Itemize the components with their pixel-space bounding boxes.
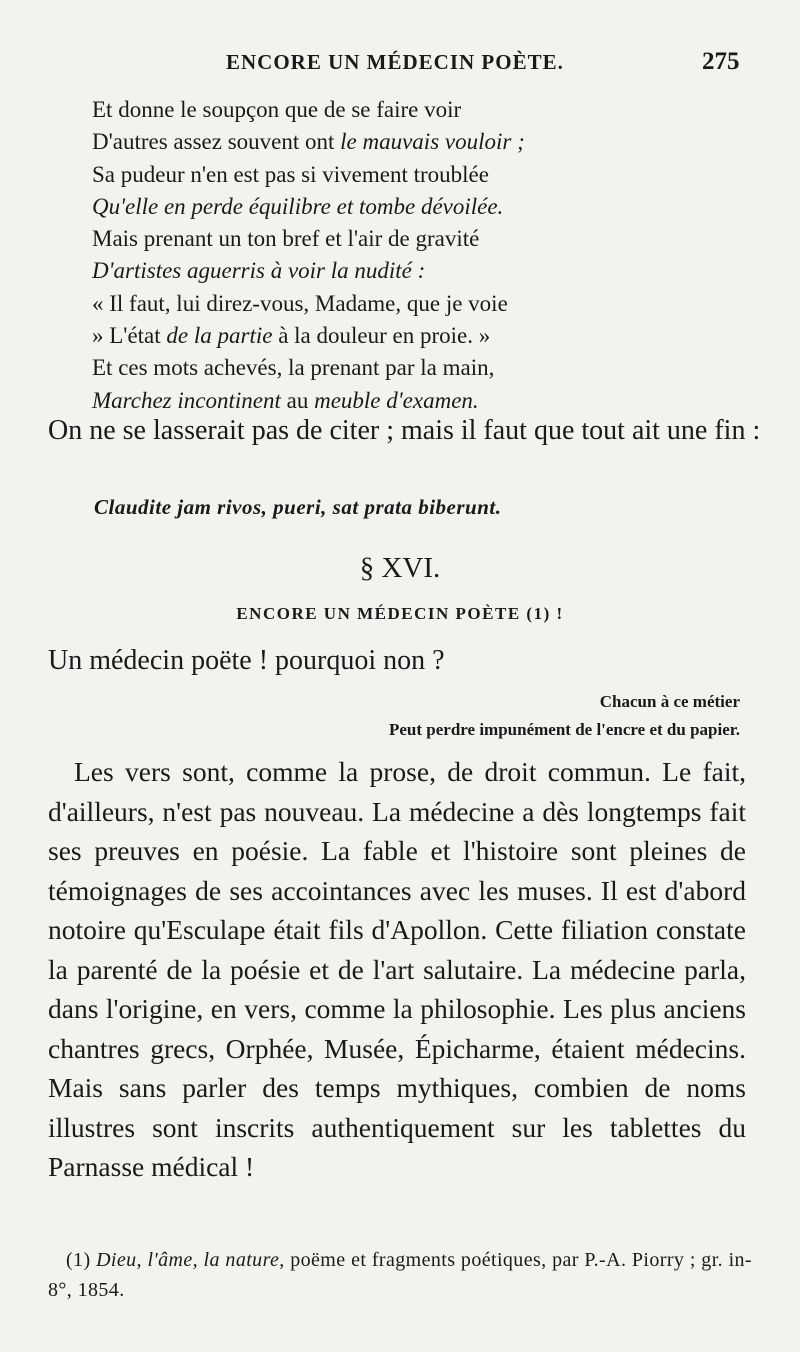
verse-line: Et ces mots achevés, la prenant par la main, bbox=[92, 355, 495, 381]
lead-sentence: Un médecin poëte ! pourquoi non ? bbox=[48, 645, 445, 676]
body-paragraph: Les vers sont, comme la prose, de droit commun. Le fait, d'ailleurs, n'est pas nouveau. La médecine a dès longtemps fait ses preuves en poésie. La fable et l'histoire sont pleines de témoignages de ses accointances avec les muses. Il est d'abord notoire qu'Esculape était fils d'Apollon. Cette filiation constate la parenté de la poésie et de l'art salutaire. La médecine parla, dans l'origine, en vers, comme la philosophie. Les plus anciens chantres grecs, Orphée, Musée, Épicharme, étaient médecins. Mais sans parler des temps mythiques, combien de noms illustres sont inscrits authentiquement sur les tablettes du Parnasse médical ! bbox=[48, 756, 746, 1182]
footnote-separator bbox=[45, 1238, 785, 1239]
paragraph: On ne se lasserait pas de citer ; mais il faut que tout ait une fin : bbox=[48, 415, 761, 446]
page-number: 275 bbox=[702, 48, 740, 75]
epigraph-line: Peut perdre impunément de l'encre et du papier. bbox=[389, 720, 740, 739]
verse-quotation bbox=[92, 94, 525, 417]
verse-line: D'autres assez souvent ont le mauvais vouloir ; bbox=[92, 129, 525, 155]
verse-line: « Il faut, lui direz-vous, Madame, que je voie bbox=[92, 290, 508, 316]
latin-motto: Claudite jam rivos, pueri, sat prata biberunt. bbox=[94, 495, 502, 519]
footnote bbox=[48, 1245, 752, 1305]
verse-line: Qu'elle en perde équilibre et tombe dévoilée. bbox=[92, 193, 504, 219]
footnote-mark: (1) bbox=[66, 1249, 91, 1271]
verse-line: Mais prenant un ton bref et l'air de gravité bbox=[92, 226, 480, 252]
verse-line: D'artistes aguerris à voir la nudité : bbox=[92, 258, 426, 284]
footnote-reference: (1) ! bbox=[526, 604, 564, 623]
epigraph-line: Chacun à ce métier bbox=[599, 692, 740, 711]
footnote-title: Dieu, l'âme, la nature, bbox=[96, 1249, 285, 1271]
verse-line: Et donne le soupçon que de se faire voir bbox=[92, 97, 462, 122]
section-title: ENCORE UN MÉDECIN POÈTE (1) ! bbox=[236, 604, 564, 623]
verse-line: Marchez incontinent au meuble d'examen. bbox=[92, 387, 479, 413]
running-title: ENCORE UN MÉDECIN POÈTE. bbox=[226, 50, 564, 74]
section-number: § XVI. bbox=[359, 552, 441, 584]
page-header bbox=[0, 50, 800, 80]
footnote-text: poëme et fragments poétiques, par P.-A. Piorry ; gr. in-8°, 1854. bbox=[48, 1249, 752, 1301]
verse-line: Sa pudeur n'en est pas si vivement troublée bbox=[92, 161, 489, 187]
epigraph bbox=[389, 688, 740, 744]
verse-line: » L'état de la partie à la douleur en proie. » bbox=[92, 323, 491, 349]
